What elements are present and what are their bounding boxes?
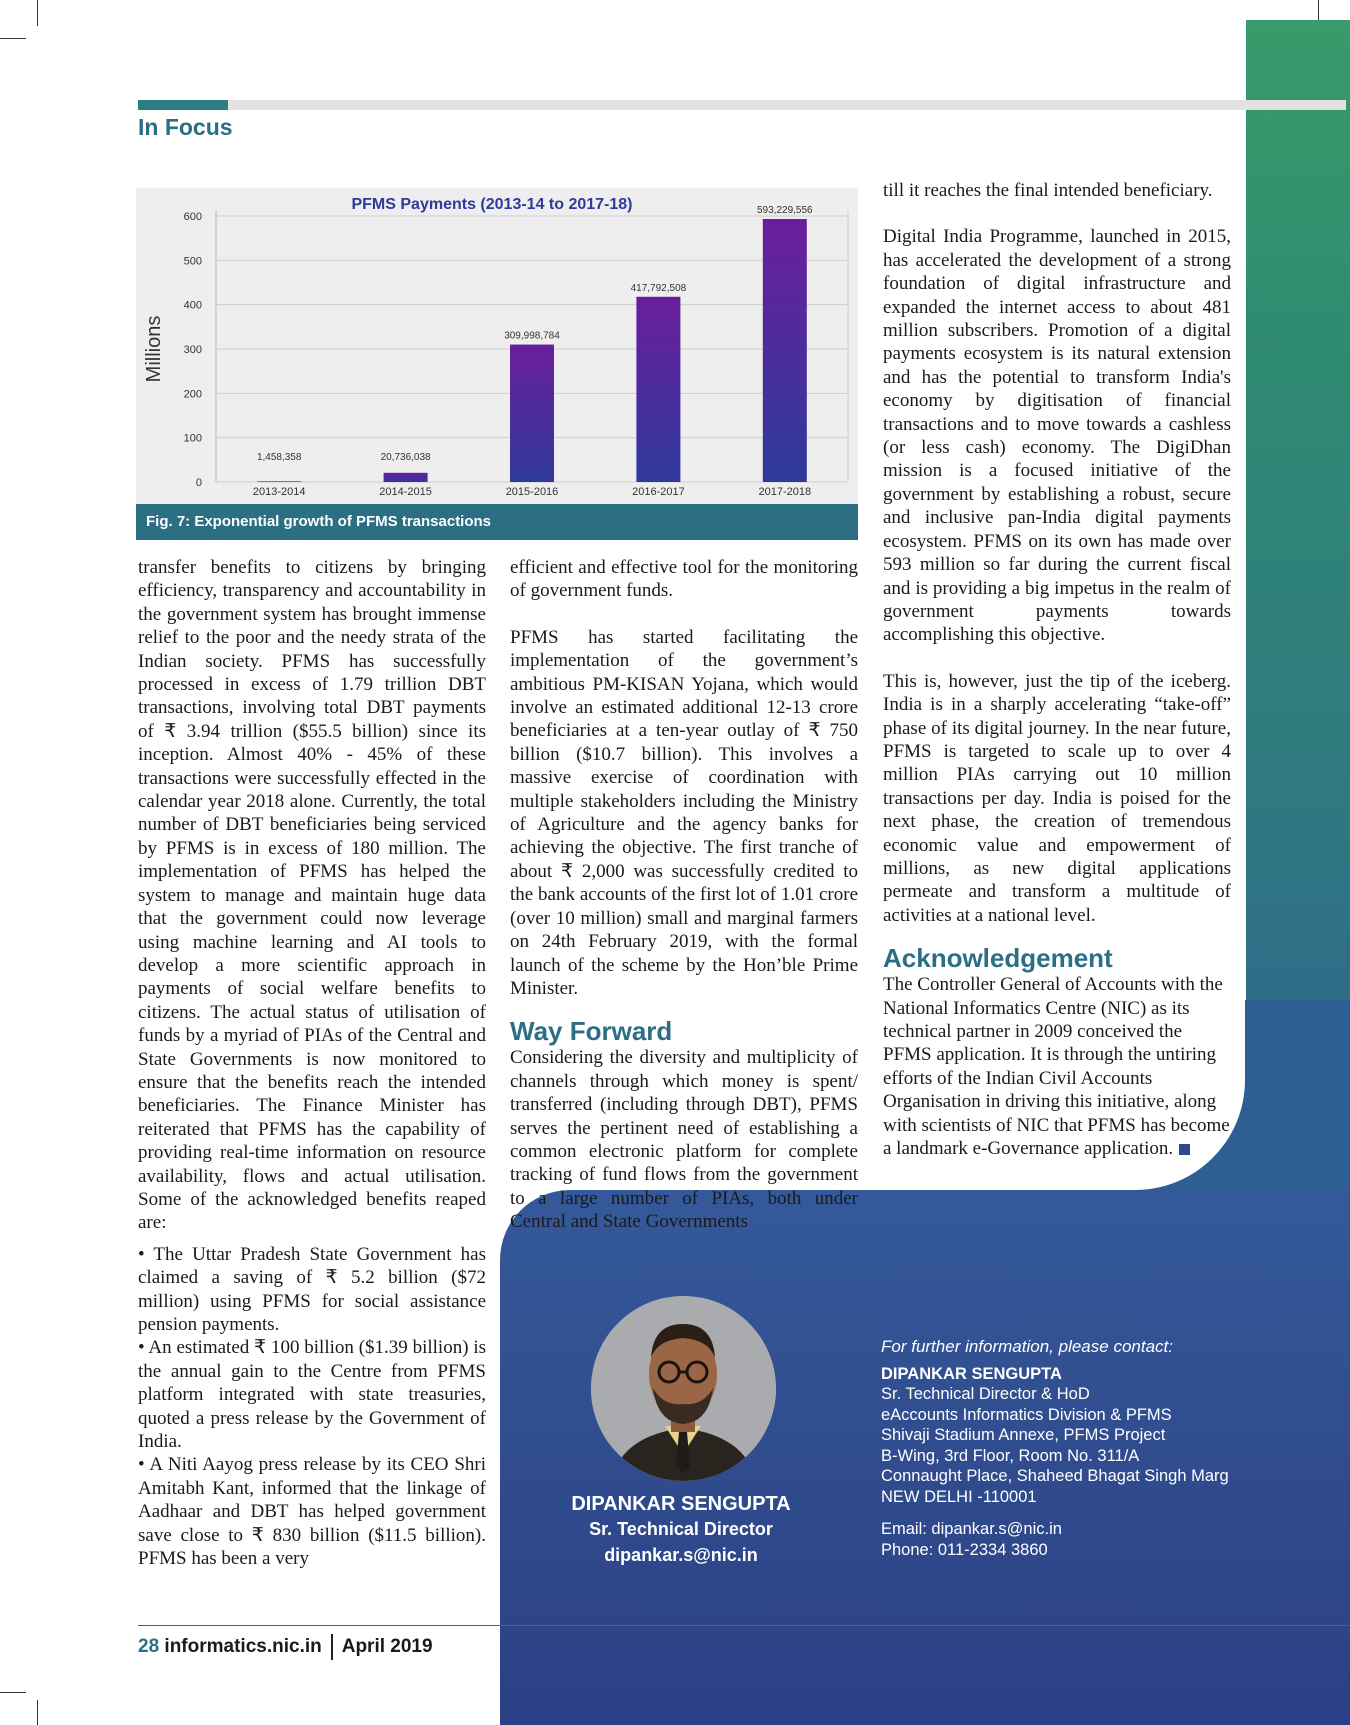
bar-chart: [136, 188, 858, 504]
data-label: 1,458,358: [256, 452, 302, 463]
page-number: 28: [138, 1636, 160, 1658]
x-tick-label: 2013-2014: [252, 486, 306, 498]
contact-name: DIPANKAR SENGUPTA: [881, 1364, 1062, 1383]
bar: [763, 219, 807, 482]
article-column-2: [510, 556, 858, 1234]
data-label: 593,229,556: [756, 205, 813, 217]
acknowledgement-heading: Acknowledgement: [883, 943, 1113, 974]
footer-divider: [331, 1634, 333, 1660]
y-tick-label: 500: [183, 255, 202, 268]
article-paragraph: transfer benefits to citizens by bringing efficiency, transparency and accountability in the government system has brought immense relief to the poor and the needy strata of the Indian society. PFMS has successfully processed in excess of 1.79 trillion DBT transactions, involving total DBT payments of ₹ 3.94 trillion ($55.5 billion) since its inception. Almost 40% - 45% of these transactions were successfully effected in the calendar year 2018 alone. Currently, the total number of DBT beneficiaries being serviced by PFMS is in excess of 180 million. The implementation of PFMS has helped the system to manage and maintain huge data that the government could now leverage using machine learning and AI tools to develop a more scientific approach in payments of social welfare benefits to citizens. The actual status of utilisation of funds by a myriad of PIAs of the Central and State Governments is now monitored to ensure that the benefits reach the intended beneficiaries. The Finance Minister has reiterated that PFMS has the capability of providing real-time information on resource availability, flows and actual utilisation. Some of the acknowledged benefits reaped are:: [138, 557, 486, 1234]
article-paragraph: Digital India Programme, launched in 2015, has accelerated the development of a strong foundation of digital infrastructure and expanded the internet access to about 481 million subscribers. Promotion of a digital payments ecosystem is its natural extension and has the potential to transform India's economy by digitisation of financial transactions and to move towards a cashless (or less cash) economy. The DigiDhan mission is a focused initiative of the government by establishing a robust, secure and inclusive pan-India digital payments ecosystem. PFMS on its own has made over 593 million so far during the current fiscal and is providing a big impetus in the realm of government payments towards accomplishing this objective.: [883, 226, 1231, 646]
list-item: • An estimated ₹ 100 billion ($1.39 billion) is the annual gain to the Centre from PFMS platform integrated with state treasuries, quoted a press release by the Government of India.: [138, 1337, 486, 1453]
footer-issue: April 2019: [341, 1636, 433, 1658]
author-email: dipankar.s@nic.in: [604, 1545, 758, 1565]
y-tick-label: 600: [183, 211, 202, 223]
benefits-list: [138, 1243, 486, 1571]
contact-line: Shivaji Stadium Annexe, PFMS Project: [881, 1426, 1166, 1444]
end-mark-icon: [1179, 1144, 1190, 1155]
section-bar-accent: [138, 100, 228, 110]
article-paragraph: This is, however, just the tip of the iceberg. India is in a sharply accelerating “take-off” phase of its digital journey. In the near future, PFMS is targeted to scale up to over 4 million PIAs carrying out 10 million transactions per day. India is poised for the next phase, the creation of tremendous economic value and empowerment of millions, as new digital applications permeate and transform a multitude of activities at a national level.: [883, 670, 1231, 926]
footer-rule: [138, 1625, 1350, 1626]
y-axis-label: Millions: [143, 315, 165, 383]
section-bar: [228, 100, 1346, 110]
contact-line: B-Wing, 3rd Floor, Room No. 311/A: [881, 1446, 1140, 1465]
contact-line: Sr. Technical Director & HoD: [881, 1385, 1090, 1403]
acknowledgement-body: The Controller General of Accounts with the National Informatics Centre (NIC) as its technical partner in 2009 conceived the PFMS application. It is through the untiring efforts of the Indian Civil Accounts Organisation in driving this initiative, along with scientists of NIC that PFMS has become a landmark e-Governance application.: [883, 974, 1230, 1160]
chart-title: PFMS Payments (2013-14 to 2017-18): [351, 196, 633, 213]
page-footer: [138, 1634, 433, 1660]
y-tick-label: 400: [183, 299, 202, 312]
bar: [510, 345, 554, 482]
footer-site: informatics.nic.in: [164, 1636, 322, 1658]
data-label: 309,998,784: [504, 330, 560, 342]
article-paragraph: PFMS has started facilitating the implementation of the government’s ambitious PM-KISAN Yojana, which would involve an estimated additional 12-13 crore beneficiaries at a ten-year outlay of ₹ 750 billion ($10.7 billion). This involves a massive exercise of coordination with multiple stakeholders including the Ministry of Agriculture and the agency banks for achieving the objective. The first tranche of about ₹ 2,000 was successfully credited to the bank accounts of the first lot of 1.01 crore (over 10 million) small and marginal farmers on 24th February 2019, with the formal launch of the scheme by the Hon’ble Prime Minister.: [510, 626, 858, 999]
chart-panel: [136, 188, 858, 504]
crop-mark: [37, 0, 38, 26]
article-column-1: [138, 556, 486, 1570]
x-tick-label: 2015-2016: [505, 486, 559, 498]
y-tick-label: 300: [183, 344, 202, 356]
list-item: • The Uttar Pradesh State Government has claimed a saving of ₹ 5.2 billion ($72 million) using PFMS for social assistance pension payments.: [138, 1243, 486, 1335]
avatar: [591, 1296, 776, 1481]
y-tick-label: 0: [195, 477, 202, 489]
article-paragraph: till it reaches the final intended beneficiary.: [883, 180, 1213, 201]
author-title: Sr. Technical Director: [589, 1519, 773, 1539]
contact-line: NEW DELHI -110001: [881, 1487, 1037, 1506]
crop-mark: [0, 38, 26, 39]
bar: [636, 297, 680, 482]
contact-line: eAccounts Informatics Division & PFMS: [881, 1405, 1172, 1424]
article-column-3: [883, 179, 1231, 1160]
contact-spacer: [881, 1507, 1229, 1519]
x-tick-label: 2014-2015: [379, 486, 432, 498]
figure-caption: Fig. 7: Exponential growth of PFMS transactions: [136, 504, 858, 540]
chart-labels: [143, 196, 813, 498]
list-item: • A Niti Aayog press release by its CEO Shri Amitabh Kant, informed that the linkage of Aadhaar and DBT has helped government save close to ₹ 830 billion ($11.5 billion). PFMS has been a very: [138, 1454, 486, 1570]
data-label: 417,792,508: [630, 282, 687, 294]
acknowledgement-text: [883, 973, 1231, 1160]
article-paragraph: Considering the diversity and multiplicity of channels through which money is spent/ transferred (including through DBT), PFMS serves the pertinent need of establishing a common electronic platform for complete tracking of fund flows from the government to a large number of PIAs, both under Central and State Governments: [510, 1047, 858, 1233]
contact-block: [881, 1337, 1229, 1560]
x-tick-label: 2016-2017: [632, 486, 685, 498]
bar: [384, 473, 428, 482]
article-paragraph: efficient and effective tool for the monitoring of government funds.: [510, 557, 858, 602]
data-label: 20,736,038: [380, 452, 431, 463]
y-tick-label: 100: [183, 432, 202, 445]
contact-email: Email: dipankar.s@nic.in: [881, 1520, 1062, 1538]
section-label: In Focus: [138, 114, 233, 140]
crop-mark: [37, 1700, 38, 1725]
bar: [257, 481, 301, 482]
chart-bars: [257, 219, 807, 482]
author-name: DIPANKAR SENGUPTA: [571, 1493, 791, 1515]
contact-phone: Phone: 011-2334 3860: [881, 1540, 1048, 1559]
y-tick-label: 200: [183, 388, 202, 401]
crop-mark: [0, 1692, 26, 1693]
contact-line: Connaught Place, Shaheed Bhagat Singh Marg: [881, 1467, 1229, 1485]
way-forward-heading: Way Forward: [510, 1016, 673, 1047]
x-tick-label: 2017-2018: [758, 486, 812, 498]
contact-lead: For further information, please contact:: [881, 1337, 1173, 1356]
